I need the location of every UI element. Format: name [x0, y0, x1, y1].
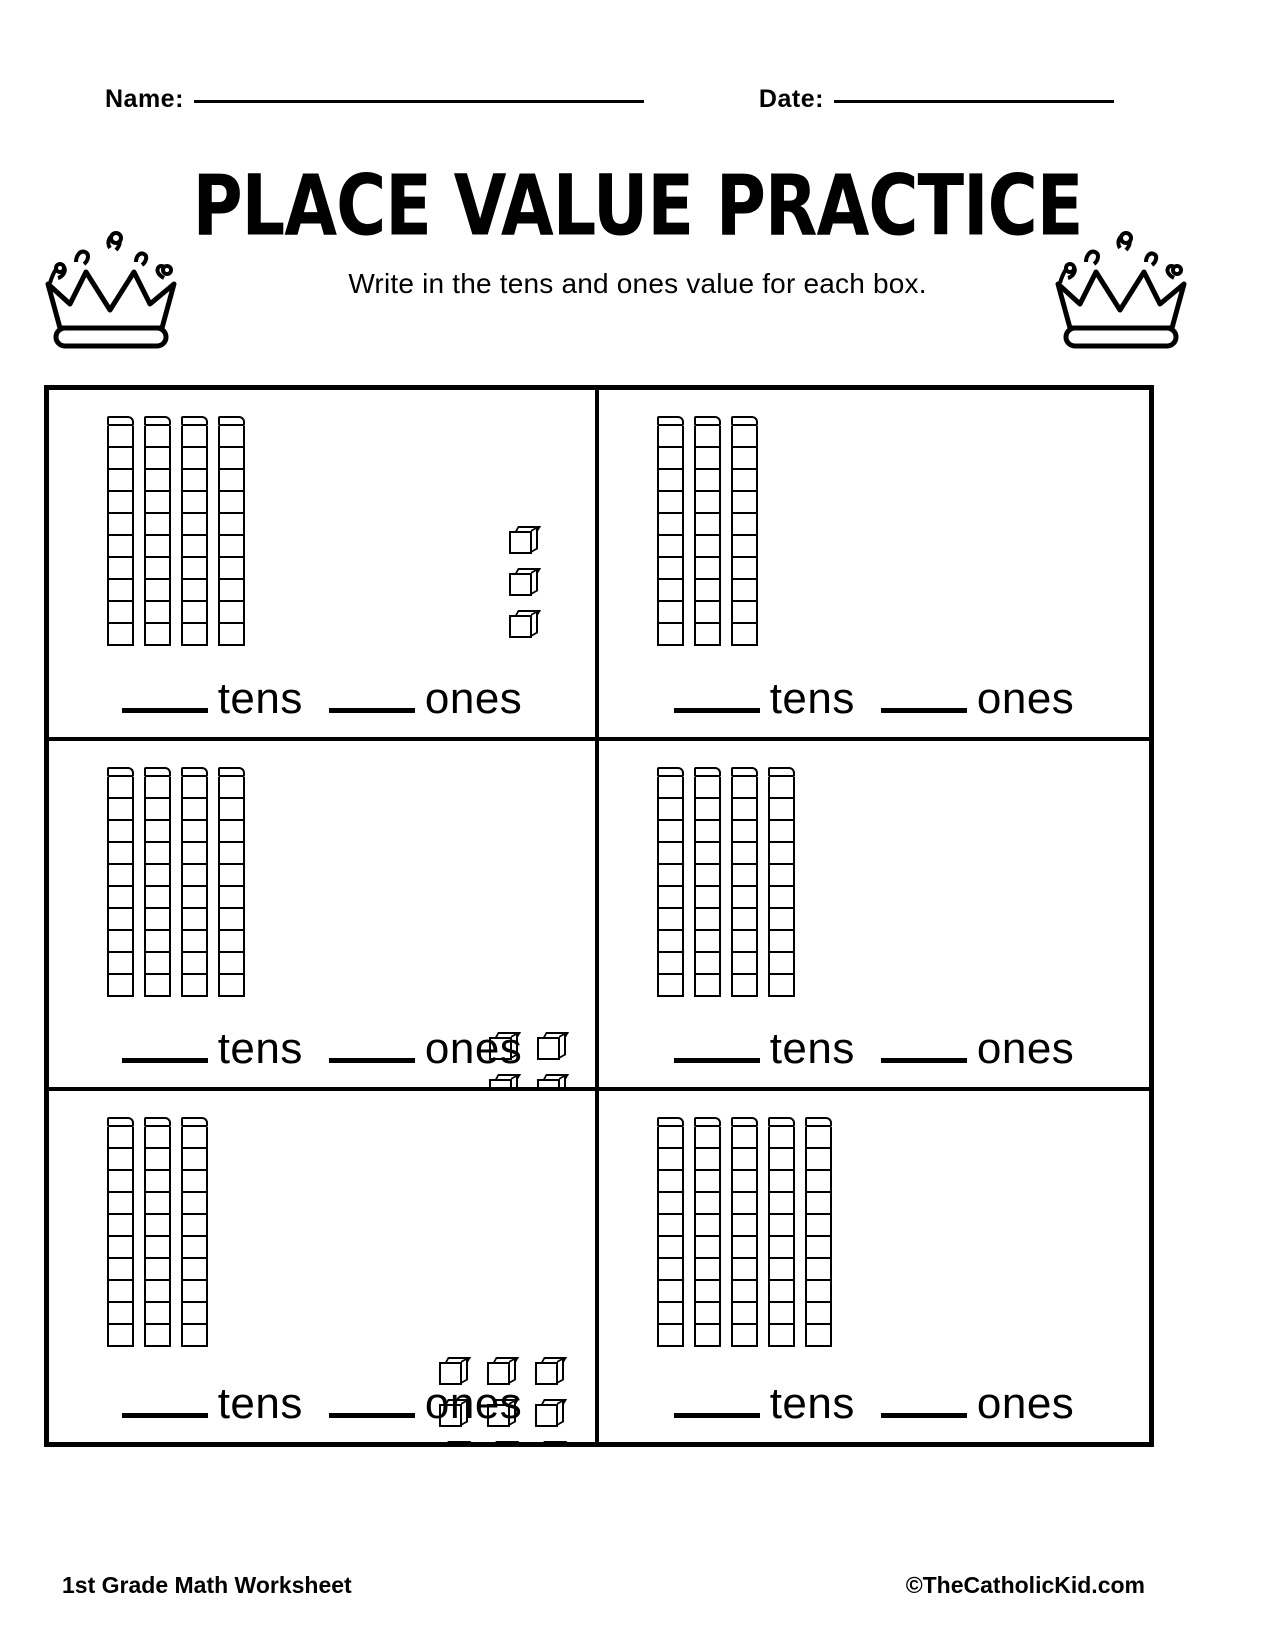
ones-answer: [329, 1024, 523, 1074]
problem-cell: [49, 390, 599, 741]
tens-answer-blank[interactable]: [674, 1056, 760, 1063]
tens-rod: [181, 1117, 208, 1347]
ones-cube: [509, 524, 539, 554]
ones-answer: [329, 673, 523, 723]
footer-worksheet-label: 1st Grade Math Worksheet: [62, 1572, 352, 1598]
tens-rod: [218, 416, 245, 646]
ones-label: ones: [976, 673, 1075, 723]
problem-cell: [599, 741, 1149, 1092]
tens-rod: [768, 767, 795, 997]
tens-rod-group: [107, 416, 245, 646]
answer-row: [599, 1378, 1149, 1428]
tens-answer-blank[interactable]: [122, 1411, 208, 1418]
ones-cube: [535, 1355, 565, 1385]
tens-label: tens: [769, 1378, 855, 1428]
crown-icon: [1040, 228, 1200, 363]
problem-cell: [49, 741, 599, 1092]
ones-answer-blank[interactable]: [329, 1056, 415, 1063]
tens-answer: [674, 1378, 855, 1428]
tens-answer: [122, 1024, 303, 1074]
tens-rod: [731, 416, 758, 646]
base-ten-blocks: [49, 755, 595, 1002]
ones-label: ones: [976, 1378, 1075, 1428]
ones-label: ones: [976, 1024, 1075, 1074]
base-ten-blocks: [599, 755, 1149, 1002]
tens-answer: [122, 673, 303, 723]
base-ten-blocks: [599, 1105, 1149, 1356]
date-input-line[interactable]: [834, 99, 1114, 103]
tens-rod: [694, 767, 721, 997]
problem-cell: [599, 1091, 1149, 1442]
tens-answer-blank[interactable]: [674, 1411, 760, 1418]
tens-label: tens: [217, 1378, 303, 1428]
tens-rod: [657, 1117, 684, 1347]
tens-rod: [694, 416, 721, 646]
ones-answer-blank[interactable]: [881, 1056, 967, 1063]
tens-rod: [731, 1117, 758, 1347]
tens-rod-group: [657, 767, 795, 997]
ones-answer: [881, 1378, 1075, 1428]
tens-rod: [144, 416, 171, 646]
name-input-line[interactable]: [194, 99, 644, 103]
ones-cube-group: [509, 524, 539, 638]
tens-rod: [768, 1117, 795, 1347]
ones-cube: [487, 1439, 517, 1442]
tens-rod: [694, 1117, 721, 1347]
tens-rod: [181, 767, 208, 997]
tens-rod: [181, 416, 208, 646]
ones-answer-blank[interactable]: [329, 1411, 415, 1418]
ones-answer-blank[interactable]: [881, 1411, 967, 1418]
tens-answer: [122, 1378, 303, 1428]
ones-cube: [535, 1439, 565, 1442]
tens-answer: [674, 673, 855, 723]
problem-cell: [599, 390, 1149, 741]
ones-label: ones: [424, 1378, 523, 1428]
page-title: PLACE VALUE PRACTICE: [192, 157, 1083, 256]
tens-rod: [144, 1117, 171, 1347]
ones-answer: [881, 673, 1075, 723]
name-label: Name:: [105, 85, 184, 113]
footer: [0, 1572, 1275, 1602]
footer-site-credit: ©TheCatholicKid.com: [905, 1572, 1145, 1598]
tens-answer-blank[interactable]: [122, 1056, 208, 1063]
ones-cube: [509, 608, 539, 638]
tens-rod-group: [107, 767, 245, 997]
name-field-group: [105, 85, 644, 114]
tens-rod-group: [657, 1117, 832, 1347]
tens-label: tens: [769, 1024, 855, 1074]
date-field-group: [759, 85, 1114, 114]
tens-answer-blank[interactable]: [674, 706, 760, 713]
answer-row: [599, 673, 1149, 723]
tens-label: tens: [769, 673, 855, 723]
ones-answer-blank[interactable]: [881, 706, 967, 713]
ones-answer-blank[interactable]: [329, 706, 415, 713]
date-label: Date:: [758, 85, 824, 113]
crown-icon: [30, 228, 190, 363]
ones-label: ones: [424, 1024, 523, 1074]
tens-rod: [218, 767, 245, 997]
tens-label: tens: [217, 1024, 303, 1074]
tens-rod: [107, 416, 134, 646]
student-info-row: [0, 64, 1275, 114]
ones-answer: [881, 1024, 1075, 1074]
tens-rod-group: [657, 416, 758, 646]
base-ten-blocks: [599, 404, 1149, 651]
answer-row: [49, 673, 595, 723]
tens-rod: [731, 767, 758, 997]
tens-rod: [805, 1117, 832, 1347]
ones-answer: [329, 1378, 523, 1428]
base-ten-blocks: [49, 404, 595, 651]
tens-rod: [657, 767, 684, 997]
tens-rod: [144, 767, 171, 997]
tens-answer: [674, 1024, 855, 1074]
problem-grid: [44, 385, 1154, 1447]
ones-cube: [439, 1439, 469, 1442]
ones-cube: [489, 1072, 519, 1092]
problem-cell: [49, 1091, 599, 1442]
answer-row: [49, 1024, 595, 1074]
tens-rod-group: [107, 1117, 208, 1347]
tens-rod: [107, 767, 134, 997]
answer-row: [49, 1378, 595, 1428]
ones-cube: [509, 566, 539, 596]
page-subtitle: Write in the tens and ones value for each box.: [348, 268, 927, 299]
base-ten-blocks: [49, 1105, 595, 1356]
tens-label: tens: [217, 673, 303, 723]
tens-rod: [657, 416, 684, 646]
ones-cube: [537, 1072, 567, 1092]
tens-rod: [107, 1117, 134, 1347]
answer-row: [599, 1024, 1149, 1074]
tens-answer-blank[interactable]: [122, 706, 208, 713]
ones-label: ones: [424, 673, 523, 723]
